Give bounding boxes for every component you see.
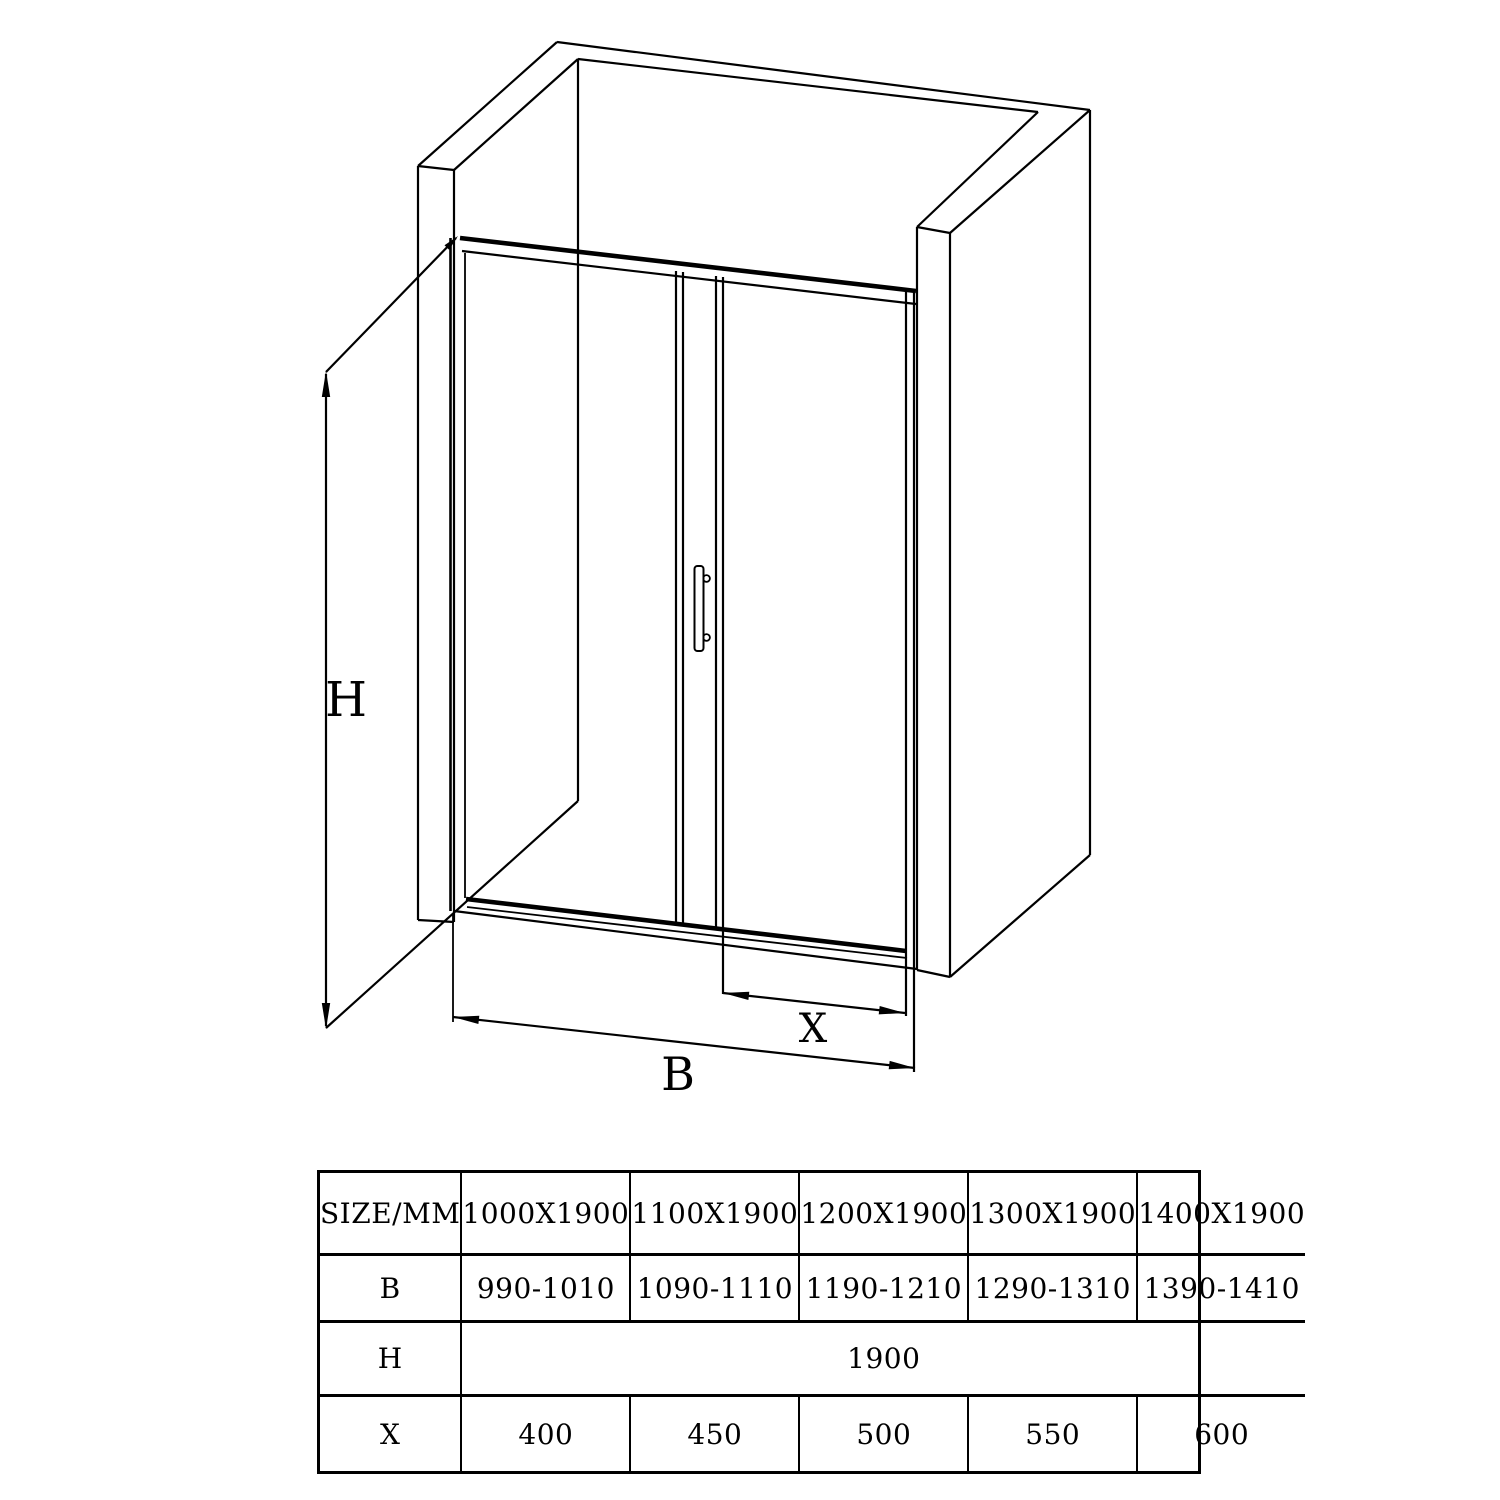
table-cell: 1190-1210 [798, 1253, 967, 1320]
table-cell: 600 [1136, 1394, 1305, 1471]
door-handle-icon [695, 566, 710, 651]
size-table [317, 1170, 1306, 1474]
label-b: B [661, 1047, 695, 1101]
open-door-panel [326, 236, 458, 372]
label-h: H [325, 672, 367, 728]
label-x: X [798, 1006, 828, 1052]
table-cell: 1290-1310 [967, 1253, 1136, 1320]
dimension-h [322, 371, 367, 1029]
alcove-walls [326, 42, 1090, 1028]
dimension-x [723, 992, 905, 1052]
table-cell: 550 [967, 1394, 1136, 1471]
table-header-cell: X [320, 1394, 460, 1471]
table-cell: 990-1010 [460, 1253, 629, 1320]
table-cell: 1300X1900 [967, 1173, 1136, 1253]
table-cell: 400 [460, 1394, 629, 1471]
table-cell: 1200X1900 [798, 1173, 967, 1253]
table-cell: 450 [629, 1394, 798, 1471]
table-cell: 1400X1900 [1136, 1173, 1305, 1253]
table-cell: 1390-1410 [1136, 1253, 1305, 1320]
table-cell: 500 [798, 1394, 967, 1471]
door-frame-and-track [451, 238, 918, 1072]
table-cell: 1090-1110 [629, 1253, 798, 1320]
table-header-cell: SIZE/MM [320, 1196, 461, 1230]
table-header-cell: H [320, 1320, 460, 1394]
table-header-cell: B [320, 1253, 460, 1320]
table-cell-merged: 1900 [460, 1320, 1305, 1394]
table-cell: 1000X1900 [460, 1173, 629, 1253]
table-cell: 1100X1900 [629, 1173, 798, 1253]
